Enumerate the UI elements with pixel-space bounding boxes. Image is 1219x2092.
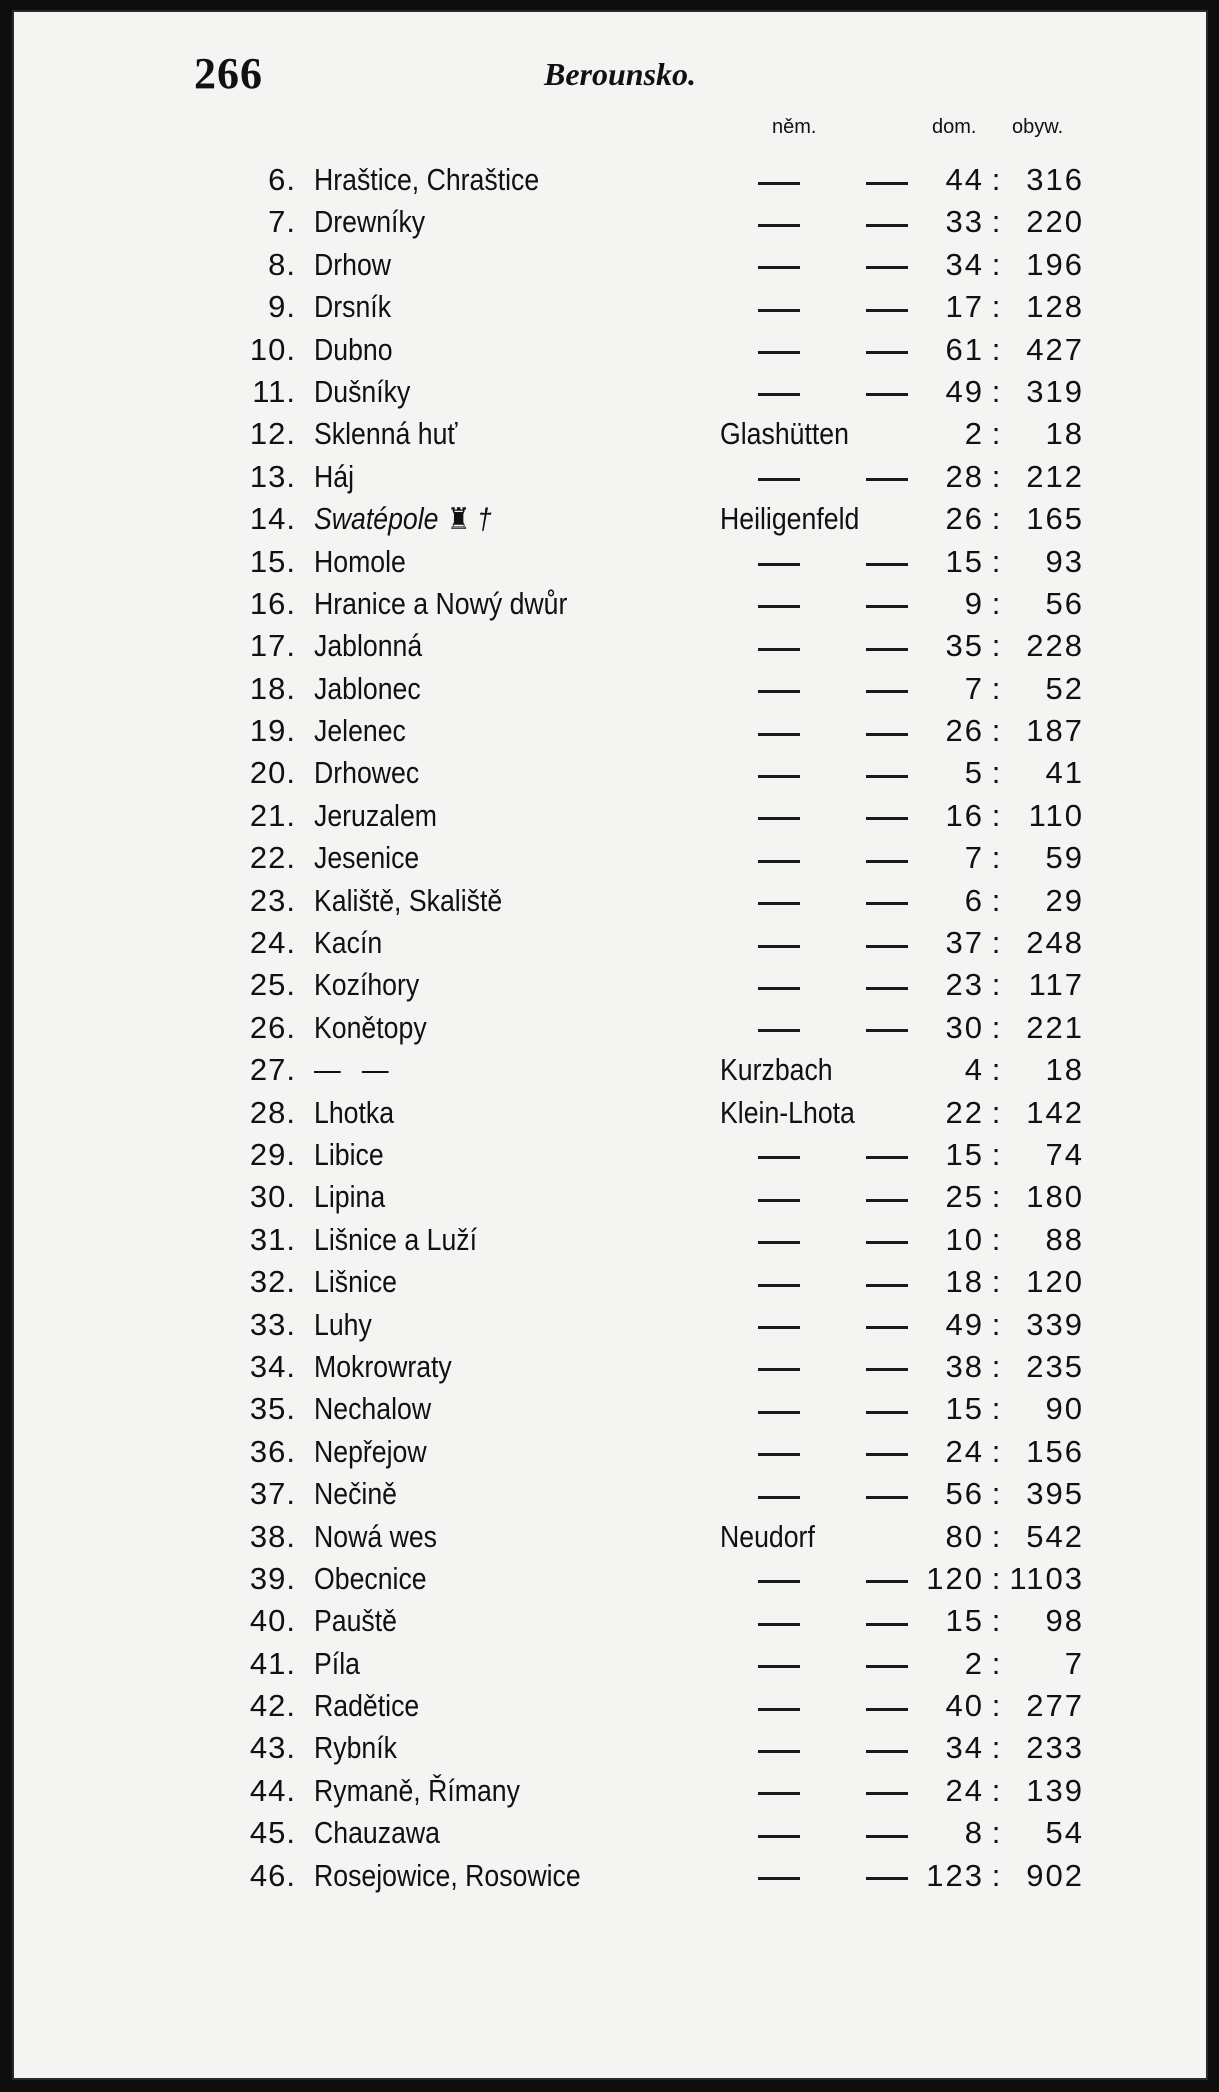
dash-mark (758, 648, 800, 651)
dash-mark (758, 690, 800, 693)
house-count: 4 (964, 1052, 984, 1088)
separator: : (991, 1433, 1001, 1469)
house-count: 16 (945, 797, 984, 833)
inhabitant-count: 7 (1064, 1645, 1084, 1681)
separator: : (991, 1688, 1001, 1724)
dash-mark (758, 1792, 800, 1795)
german-name: Klein-Lhota (720, 1094, 855, 1130)
house-count: 15 (945, 1391, 984, 1427)
column-header-houses: dom. (932, 116, 977, 138)
german-name: Neudorf (720, 1518, 815, 1554)
dash-mark (758, 1877, 800, 1880)
inhabitant-count: 56 (1045, 585, 1084, 621)
settlement-name: Kacín (314, 925, 383, 961)
inhabitant-count: 233 (1026, 1730, 1084, 1766)
house-count: 15 (945, 1603, 984, 1639)
separator: : (991, 373, 1001, 409)
row-number: 43. (249, 1730, 296, 1766)
separator: : (991, 331, 1001, 367)
inhabitant-count: 228 (1026, 628, 1084, 664)
row-number: 42. (249, 1688, 296, 1724)
table-row (14, 1646, 1206, 1688)
row-number: 8. (268, 246, 296, 282)
separator: : (991, 501, 1001, 537)
row-number: 30. (249, 1179, 296, 1215)
row-number: 20. (249, 755, 296, 791)
separator: : (991, 1603, 1001, 1639)
house-count: 22 (945, 1094, 984, 1130)
table-row (14, 501, 1206, 543)
table-row (14, 1858, 1206, 1900)
separator: : (991, 416, 1001, 452)
settlement-name: Chauzawa (314, 1815, 440, 1851)
german-name: Heiligenfeld (720, 501, 860, 537)
table-row (14, 1137, 1206, 1179)
inhabitant-count: 1103 (1009, 1560, 1084, 1596)
separator: : (991, 1391, 1001, 1427)
settlement-name: Obecnice (314, 1560, 427, 1596)
table-row (14, 755, 1206, 797)
house-count: 49 (945, 1306, 984, 1342)
german-name: Glashütten (720, 416, 849, 452)
house-count: 30 (945, 1009, 984, 1045)
house-count: 49 (945, 373, 984, 409)
inhabitant-count: 18 (1045, 416, 1084, 452)
inhabitant-count: 277 (1026, 1688, 1084, 1724)
inhabitant-count: 59 (1045, 840, 1084, 876)
house-count: 35 (945, 628, 984, 664)
separator: : (991, 289, 1001, 325)
settlement-name: Rybník (314, 1730, 397, 1766)
row-number: 40. (249, 1603, 296, 1639)
house-count: 38 (945, 1348, 984, 1384)
settlement-name: Nepřejow (314, 1433, 427, 1469)
settlement-name: Drhow (314, 246, 392, 282)
dash-mark (758, 478, 800, 481)
table-row (14, 883, 1206, 925)
house-count: 15 (945, 543, 984, 579)
settlement-name: Luhy (314, 1306, 372, 1342)
settlement-name: Nechalow (314, 1391, 432, 1427)
row-number: 13. (249, 458, 296, 494)
dash-mark (758, 182, 800, 185)
row-number: 46. (249, 1857, 296, 1893)
german-name: Kurzbach (720, 1052, 833, 1088)
separator: : (991, 1179, 1001, 1215)
house-count: 25 (945, 1179, 984, 1215)
dash-mark (758, 1708, 800, 1711)
inhabitant-count: 54 (1045, 1815, 1084, 1851)
settlement-name: Jelenec (314, 713, 406, 749)
separator: : (991, 1476, 1001, 1512)
table-row (14, 967, 1206, 1009)
table-row (14, 1519, 1206, 1561)
row-number: 10. (249, 331, 296, 367)
row-number: 26. (249, 1009, 296, 1045)
settlement-name: Lišnice (314, 1264, 397, 1300)
row-number: 39. (249, 1560, 296, 1596)
settlement-name: Libice (314, 1136, 384, 1172)
row-number: 16. (249, 585, 296, 621)
settlement-name: Nowá wes (314, 1518, 437, 1554)
page-number: 266 (194, 49, 263, 98)
inhabitant-count: 165 (1026, 501, 1084, 537)
running-title: Berounsko. (544, 56, 697, 92)
row-number: 37. (249, 1476, 296, 1512)
inhabitant-count: 180 (1026, 1179, 1084, 1215)
row-number: 29. (249, 1136, 296, 1172)
house-count: 33 (945, 204, 984, 240)
dash-mark (758, 309, 800, 312)
separator: : (991, 458, 1001, 494)
house-count: 28 (945, 458, 984, 494)
separator: : (991, 1348, 1001, 1384)
house-count: 17 (945, 289, 984, 325)
dash-mark (758, 1750, 800, 1753)
settlement-name: Jablonná (314, 628, 423, 664)
table-row (14, 247, 1206, 289)
inhabitant-count: 88 (1045, 1221, 1084, 1257)
inhabitant-count: 212 (1026, 458, 1084, 494)
house-count: 56 (945, 1476, 984, 1512)
inhabitant-count: 221 (1026, 1009, 1084, 1045)
house-count: 61 (945, 331, 984, 367)
table-row (14, 586, 1206, 628)
house-count: 8 (964, 1815, 984, 1851)
settlement-name: Rosejowice, Rosowice (314, 1857, 581, 1893)
table-row (14, 1688, 1206, 1730)
table-row (14, 544, 1206, 586)
dash-mark (758, 563, 800, 566)
settlement-name: Jeruzalem (314, 797, 437, 833)
row-number: 25. (249, 967, 296, 1003)
table-row (14, 1095, 1206, 1137)
settlement-name: Háj (314, 458, 355, 494)
inhabitant-count: 156 (1026, 1433, 1084, 1469)
separator: : (991, 585, 1001, 621)
dash-mark (758, 351, 800, 354)
dash-mark (758, 1835, 800, 1838)
row-number: 41. (249, 1645, 296, 1681)
settlement-name: Sklenná huť (314, 416, 458, 452)
house-count: 40 (945, 1688, 984, 1724)
row-number: 11. (252, 373, 296, 409)
table-row (14, 374, 1206, 416)
inhabitant-count: 98 (1045, 1603, 1084, 1639)
settlement-name: Hraštice, Chraštice (314, 162, 540, 197)
settlement-name: Dušníky (314, 373, 411, 409)
separator: : (991, 1221, 1001, 1257)
column-header-inhabitants: obyw. (1012, 116, 1064, 138)
inhabitant-count: 248 (1026, 925, 1084, 961)
inhabitant-count: 902 (1026, 1857, 1084, 1893)
house-count: 34 (945, 246, 984, 282)
table-row (14, 204, 1206, 246)
settlement-table (14, 162, 1206, 1900)
dash-mark (758, 902, 800, 905)
table-row (14, 1222, 1206, 1264)
separator: : (991, 1730, 1001, 1766)
table-row (14, 1773, 1206, 1815)
table-row (14, 459, 1206, 501)
house-count: 2 (964, 1645, 984, 1681)
inhabitant-count: 41 (1045, 755, 1084, 791)
settlement-name: Drhowec (314, 755, 420, 791)
table-row (14, 1476, 1206, 1518)
row-number: 44. (249, 1772, 296, 1808)
house-count: 24 (945, 1772, 984, 1808)
dash-mark (758, 224, 800, 227)
house-count: 23 (945, 967, 984, 1003)
settlement-name: Rymaně, Římany (314, 1772, 520, 1808)
inhabitant-count: 316 (1026, 162, 1084, 197)
settlement-name: Jablonec (314, 670, 421, 706)
inhabitant-count: 196 (1026, 246, 1084, 282)
table-row (14, 671, 1206, 713)
row-number: 18. (249, 670, 296, 706)
table-row (14, 798, 1206, 840)
table-row (14, 1179, 1206, 1221)
dash-mark (758, 1156, 800, 1159)
house-count: 7 (964, 670, 984, 706)
dash-mark (758, 266, 800, 269)
row-number: 21. (249, 797, 296, 833)
separator: : (991, 882, 1001, 918)
settlement-name: Pauště (314, 1603, 398, 1639)
separator: : (991, 246, 1001, 282)
row-number: 15. (249, 543, 296, 579)
table-row (14, 1434, 1206, 1476)
inhabitant-count: 220 (1026, 204, 1084, 240)
table-row (14, 416, 1206, 458)
row-number: 17. (249, 628, 296, 664)
column-header-german: něm. (772, 116, 817, 138)
dash-mark (758, 1199, 800, 1202)
house-count: 26 (945, 713, 984, 749)
settlement-name: Drewníky (314, 204, 426, 240)
separator: : (991, 1772, 1001, 1808)
table-row (14, 162, 1206, 204)
separator: : (991, 1645, 1001, 1681)
row-number: 45. (249, 1815, 296, 1851)
separator: : (991, 543, 1001, 579)
row-number: 27. (249, 1052, 296, 1088)
row-number: 12. (249, 416, 296, 452)
dash-mark (758, 775, 800, 778)
separator: : (991, 925, 1001, 961)
inhabitant-count: 339 (1026, 1306, 1084, 1342)
row-number: 14. (249, 501, 296, 537)
inhabitant-count: 187 (1026, 713, 1084, 749)
separator: : (991, 162, 1001, 197)
dash-mark (758, 1326, 800, 1329)
separator: : (991, 840, 1001, 876)
house-count: 7 (964, 840, 984, 876)
book-page (12, 10, 1208, 2080)
inhabitant-count: 395 (1026, 1476, 1084, 1512)
row-number: 36. (249, 1433, 296, 1469)
separator: : (991, 1857, 1001, 1893)
row-number: 6. (268, 162, 296, 197)
dash-mark (758, 1665, 800, 1668)
settlement-name: Homole (314, 543, 406, 579)
separator: : (991, 755, 1001, 791)
table-row (14, 1391, 1206, 1433)
inhabitant-count: 117 (1028, 967, 1084, 1003)
table-row (14, 332, 1206, 374)
inhabitant-count: 52 (1045, 670, 1084, 706)
settlement-name: — — (314, 1052, 396, 1088)
settlement-name: Hranice a Nowý dwůr (314, 585, 568, 621)
house-count: 6 (964, 882, 984, 918)
table-row (14, 925, 1206, 967)
house-count: 123 (926, 1857, 984, 1893)
separator: : (991, 1560, 1001, 1596)
dash-mark (758, 860, 800, 863)
separator: : (991, 797, 1001, 833)
house-count: 5 (964, 755, 984, 791)
inhabitant-count: 128 (1026, 289, 1084, 325)
house-count: 24 (945, 1433, 984, 1469)
house-count: 44 (945, 162, 984, 197)
separator: : (991, 670, 1001, 706)
dash-mark (758, 733, 800, 736)
table-row (14, 1730, 1206, 1772)
separator: : (991, 1094, 1001, 1130)
inhabitant-count: 427 (1026, 331, 1084, 367)
row-number: 24. (249, 925, 296, 961)
separator: : (991, 1518, 1001, 1554)
table-row (14, 289, 1206, 331)
house-count: 34 (945, 1730, 984, 1766)
house-count: 10 (945, 1221, 984, 1257)
inhabitant-count: 74 (1045, 1136, 1084, 1172)
settlement-name: Kaliště, Skaliště (314, 882, 503, 918)
settlement-name: Mokrowraty (314, 1348, 452, 1384)
separator: : (991, 628, 1001, 664)
row-number: 31. (249, 1221, 296, 1257)
settlement-name: Lipina (314, 1179, 386, 1215)
separator: : (991, 1009, 1001, 1045)
dash-mark (758, 1368, 800, 1371)
row-number: 7. (268, 204, 296, 240)
row-number: 34. (249, 1348, 296, 1384)
house-count: 9 (964, 585, 984, 621)
church-cross-icon: ♜ † (447, 503, 492, 537)
settlement-name: Lhotka (314, 1094, 395, 1130)
dash-mark (758, 1284, 800, 1287)
inhabitant-count: 235 (1026, 1348, 1084, 1384)
inhabitant-count: 18 (1045, 1052, 1084, 1088)
table-row (14, 1815, 1206, 1857)
settlement-name: Drsník (314, 289, 392, 325)
dash-mark (758, 1623, 800, 1626)
settlement-name: Radětice (314, 1688, 420, 1724)
dash-mark (758, 945, 800, 948)
separator: : (991, 204, 1001, 240)
row-number: 33. (249, 1306, 296, 1342)
house-count: 2 (964, 416, 984, 452)
table-row (14, 1264, 1206, 1306)
dash-mark (758, 987, 800, 990)
settlement-name: Konětopy (314, 1009, 427, 1045)
table-row (14, 713, 1206, 755)
inhabitant-count: 542 (1026, 1518, 1084, 1554)
dash-mark (758, 393, 800, 396)
row-number: 9. (268, 289, 296, 325)
inhabitant-count: 110 (1028, 797, 1084, 833)
table-row (14, 628, 1206, 670)
row-number: 32. (249, 1264, 296, 1300)
table-row (14, 840, 1206, 882)
row-number: 23. (249, 882, 296, 918)
row-number: 19. (249, 713, 296, 749)
inhabitant-count: 90 (1045, 1391, 1084, 1427)
separator: : (991, 1052, 1001, 1088)
separator: : (991, 713, 1001, 749)
table-row (14, 1561, 1206, 1603)
house-count: 80 (945, 1518, 984, 1554)
table-row (14, 1307, 1206, 1349)
settlement-name: Píla (314, 1645, 360, 1681)
row-number: 28. (249, 1094, 296, 1130)
inhabitant-count: 139 (1026, 1772, 1084, 1808)
dash-mark (758, 817, 800, 820)
table-row (14, 1052, 1206, 1094)
house-count: 37 (945, 925, 984, 961)
house-count: 15 (945, 1136, 984, 1172)
row-number: 38. (249, 1518, 296, 1554)
dash-mark (758, 1241, 800, 1244)
dash-mark (758, 1580, 800, 1583)
separator: : (991, 1136, 1001, 1172)
dash-mark (758, 1411, 800, 1414)
table-row (14, 1349, 1206, 1391)
dash-mark (758, 1496, 800, 1499)
settlement-name: Dubno (314, 331, 393, 367)
settlement-name: Kozíhory (314, 967, 420, 1003)
dash-mark (758, 1453, 800, 1456)
settlement-name: Nečině (314, 1476, 397, 1512)
table-row (14, 1603, 1206, 1645)
separator: : (991, 1815, 1001, 1851)
table-row (14, 1010, 1206, 1052)
dash-mark (758, 605, 800, 608)
house-count: 26 (945, 501, 984, 537)
settlement-name: Lišnice a Luží (314, 1221, 478, 1257)
settlement-name: Swatépole ♜ † (314, 501, 492, 537)
dash-mark (758, 1029, 800, 1032)
inhabitant-count: 29 (1045, 882, 1084, 918)
row-number: 22. (249, 840, 296, 876)
settlement-name: Jesenice (314, 840, 420, 876)
row-number: 35. (249, 1391, 296, 1427)
house-count: 18 (945, 1264, 984, 1300)
separator: : (991, 967, 1001, 1003)
inhabitant-count: 120 (1026, 1264, 1084, 1300)
inhabitant-count: 319 (1026, 373, 1084, 409)
inhabitant-count: 142 (1026, 1094, 1084, 1130)
separator: : (991, 1264, 1001, 1300)
house-count: 120 (926, 1560, 984, 1596)
separator: : (991, 1306, 1001, 1342)
inhabitant-count: 93 (1045, 543, 1084, 579)
